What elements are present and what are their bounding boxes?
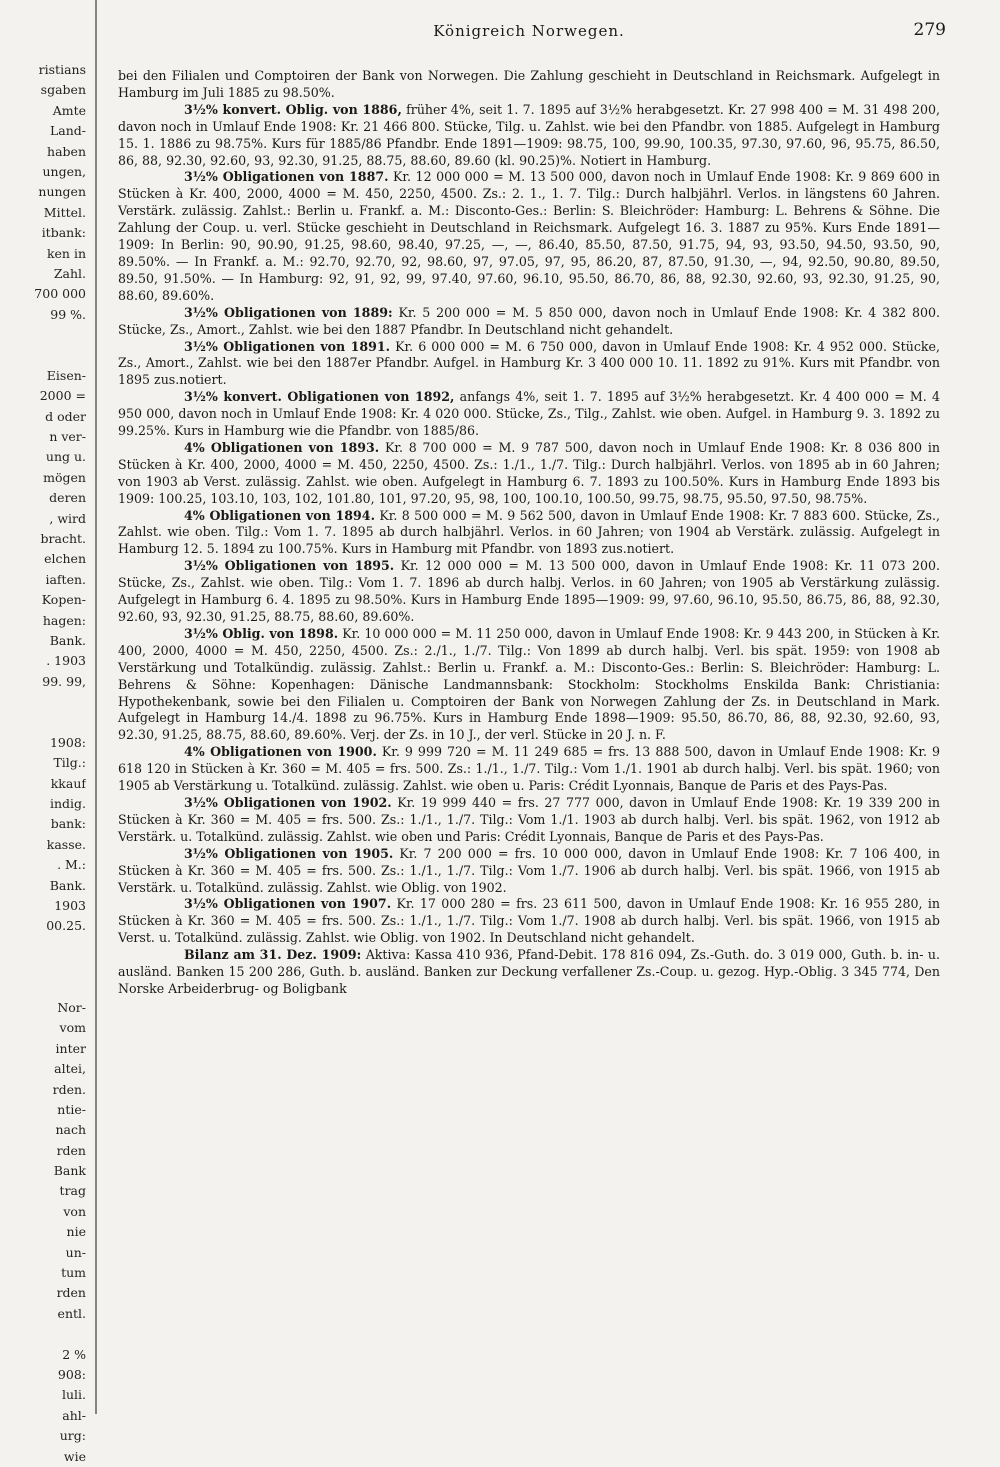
margin-fragment: Amte	[52, 102, 86, 118]
margin-fragment: ken in	[46, 245, 86, 261]
paragraph-heading: 3½% Obligationen von 1887.	[184, 169, 389, 185]
margin-fragment: . M.:	[57, 857, 86, 873]
margin-fragment: 908:	[57, 1367, 86, 1382]
margin-fragment: . 1903	[46, 653, 86, 669]
paragraph-heading: 3½% konvert. Obligationen von 1892,	[184, 389, 455, 405]
paragraph-text: Kr. 9 999 720 = M. 11 249 685 = frs. 13 888 500, davon in Umlauf Ende 1908: Kr. 9 618 120 in Stücken à Kr. 360 = M. 405 = frs. 500. Zs.: 1./1., 1./7. Tilg.: Vom 1./1. 1901 ab durch halbj. Verl. bis spät. 1960; von 1905 ab Verstärkung u. Totalkünd. zulässig. Zahlst. wie oben u. Paris: Crédit Lyonnais, Banque de Paris et des Pays-Pas.	[118, 744, 940, 794]
paragraph	[118, 339, 940, 390]
margin-fragment: nach	[55, 1122, 86, 1138]
margin-fragment	[0, 692, 86, 712]
paragraph-text: Kr. 10 000 000 = M. 11 250 000, davon in Umlauf Ende 1908: Kr. 9 443 200, in Stücken à Kr. 400, 2000, 4000 = M. 450, 2250, 4500. Zs.: 2./1., 1./7. Tilg.: Von 1899 ab durch halbj. Verl. bis spät. 1959: von 1908 ab Verstärkung und Totalkündig. zulässig. Zahlst.: Berlin u. Frankf. a. M.: Disconto-Ges.: Berlin: S. Bleichröder: Hamburg: L. Behrens & Söhne: Kopenhagen: Dänische Landmannsbank: Stockholm: Stockholms Enskilda Bank: Christiania: Hypothekenbank, sowie bei den Filialen u. Comptoiren der Bank von Norwegen Zahlung der Zs. in Deutschland in Mark. Aufgelegt in Hamburg 14./4. 1898 zu 96.75%. Kurs in Hamburg Ende 1898—1909: 95.50, 86.70, 86, 88, 92.30, 92.60, 93, 92.30, 91.25, 88.75, 88.60, 89.60%. Verj. der Zs. in 10 J., der verl. Stücke in 20 J. n. F.	[118, 625, 940, 743]
paragraph	[118, 744, 940, 795]
margin-fragment: 1908:	[49, 734, 86, 750]
margin-fragment: kasse.	[46, 836, 86, 852]
margin-fragment: mögen	[43, 469, 86, 485]
paragraph-heading: 4% Obligationen von 1900.	[184, 744, 377, 760]
margin-fragment: 2 %	[62, 1346, 86, 1362]
paragraph-text: Kr. 17 000 280 = frs. 23 611 500, davon in Umlauf Ende 1908: Kr. 16 955 280, in Stücken à Kr. 360 = M. 405 = frs. 500. Zs.: 1./1., 1./7. Tilg.: Vom 1./7. 1908 ab durch halbj. Verl. bis spät. 1966, von 1915 ab Verst. u. Totalkünd. zulässig. Zahlst. wie Oblig. von 1902. In Deutschland nicht gehandelt.	[118, 896, 940, 946]
margin-fragment: elchen	[44, 551, 86, 567]
margin-fragment: 00.25.	[46, 918, 86, 934]
margin-fragment	[0, 1324, 86, 1344]
margin-fragment	[0, 937, 86, 957]
margin-fragment: von	[63, 1203, 86, 1219]
paragraph	[118, 169, 940, 304]
paragraph-text: früher 4%, seit 1. 7. 1895 auf 3½% herabgesetzt. Kr. 27 998 400 = M. 31 498 200, davon noch in Umlauf Ende 1908: Kr. 21 466 800. Stücke, Tilg. u. Zahlst. wie bei den Pfandbr. von 1885. Aufgelegt in Hamburg 15. 1. 1886 zu 98.75%. Kurs für 1885/86 Pfandbr. Ende 1891—1909: 98.75, 100, 99.90, 100.35, 97.30, 97.60, 96, 95.75, 86.50, 86, 88, 92.30, 92.60, 93, 92.30, 91.25, 88.75, 88.60, 89.60 (kl. 90.25)%. Notiert in Hamburg.	[118, 101, 940, 168]
paragraph	[118, 508, 940, 559]
paragraph-heading: 3½% Obligationen von 1905.	[184, 845, 394, 861]
margin-fragment	[0, 345, 86, 365]
margin-fragment: Tilg.:	[53, 755, 86, 771]
main-text	[118, 68, 940, 998]
margin-fragment: kkauf	[50, 775, 86, 791]
margin-fragment	[0, 713, 86, 733]
paragraph-text: Kr. 12 000 000 = M. 13 500 000, davon in Umlauf Ende 1908: Kr. 11 073 200. Stücke, Zs., Zahlst. wie oben. Tilg.: Vom 1. 7. 1896 ab durch halbj. Verlos. in 60 Jahren; von 1905 ab Verstärkung zulässig. Aufgelegt in Hamburg 6. 4. 1895 zu 98.50%. Kurs in Hamburg Ende 1895—1909: 99, 97.60, 96.10, 95.50, 86.75, 86, 88, 92.30, 92.60, 93, 92.30, 91.25, 88.75, 88.60, 89.60%.	[118, 558, 940, 624]
page-number: 279	[913, 20, 946, 40]
paragraph-heading: 3½% Obligationen von 1895.	[184, 558, 395, 574]
margin-fragment: 99 %.	[50, 306, 86, 322]
margin-fragment: bracht.	[40, 530, 86, 546]
margin-fragment: rden	[56, 1142, 86, 1158]
margin-fragment	[0, 957, 86, 977]
margin-fragment: un-	[65, 1244, 86, 1260]
margin-fragment: indig.	[49, 796, 86, 812]
paragraph-text: Aktiva: Kassa 410 936, Pfand-Debit. 178 816 094, Zs.-Guth. do. 3 019 000, Guth. b. in- u. ausländ. Banken 15 200 286, Guth. b. ausländ. Banken zur Deckung verfallener Zs.-Coup. u. gezog. Hyp.-Oblig. 3 345 774, Den Norske Arbeiderbrug- og Boligbank	[118, 947, 940, 996]
margin-fragment: 700 000	[34, 286, 86, 302]
margin-fragment: 99. 99,	[42, 673, 86, 689]
margin-fragment: Land-	[49, 123, 86, 139]
margin-fragment: ung u.	[45, 449, 86, 465]
margin-fragment: tum	[61, 1265, 86, 1281]
paragraph-heading: Bilanz am 31. Dez. 1909:	[184, 947, 362, 963]
margin-fragment: trag	[59, 1183, 86, 1199]
margin-fragment: itbank:	[41, 225, 86, 241]
paragraph	[118, 626, 940, 744]
paragraph-heading: 4% Obligationen von 1894.	[184, 507, 375, 523]
margin-fragment: Bank.	[49, 632, 86, 648]
paragraph-text: Kr. 12 000 000 = M. 13 500 000, davon noch in Umlauf Ende 1908: Kr. 9 869 600 in Stücken à Kr. 400, 2000, 4000 = M. 450, 2250, 4500. Zs.: 2. 1., 1. 7. Tilg.: Durch halbjährl. Verlos. in längstens 60 Jahren. Verstärk. zulässig. Zahlst.: Berlin u. Frankf. a. M.: Disconto-Ges.: Berlin: S. Bleichröder: Hamburg: L. Behrens & Söhne. Die Zahlung der Coup. u. verl. Stücke geschieht in Deutschland in Reichsmark. Aufgelegt 16. 3. 1887 zu 95%. Kurs Ende 1891—1909: In Berlin: 90, 90.90, 91.25, 98.60, 98.40, 97.25, —, —, 86.40, 85.50, 87.50, 91.75, 94, 93, 93.50, 94.50, 93.50, 90, 89.50%. — In Frankf. a. M.: 92.70, 92.70, 92, 98.60, 97, 97.05, 97, 95, 86.20, 87, 87.50, 91.30, —, 94, 92.50, 90.80, 89.50, 89.50, 91.50%. — In Hamburg: 92, 91, 92, 99, 97.40, 97.60, 96.10, 95.50, 86.70, 86, 88, 92.30, 92.60, 93, 92.30, 91.25, 90, 88.60, 89.60%.	[118, 169, 940, 303]
paragraph-heading: 3½% Obligationen von 1902.	[184, 794, 392, 810]
paragraph-heading: 3½% Obligationen von 1907.	[184, 896, 392, 912]
paragraph-heading: 4% Obligationen von 1893.	[184, 439, 380, 455]
paragraph-text: Kr. 5 200 000 = M. 5 850 000, davon noch in Umlauf Ende 1908: Kr. 4 382 800. Stücke, Zs., Amort., Zahlst. wie bei den 1887 Pfandbr. In Deutschland nicht gehandelt.	[118, 304, 940, 337]
margin-fragment: , wird	[49, 510, 86, 526]
paragraph	[118, 305, 940, 339]
paragraph	[118, 440, 940, 508]
margin-fragment: rden.	[52, 1081, 86, 1097]
paragraph	[118, 896, 940, 947]
margin-fragment: luli.	[61, 1387, 86, 1403]
margin-fragment: wie	[63, 1448, 86, 1464]
page-header	[118, 20, 946, 44]
margin-fragment: altei,	[54, 1061, 86, 1077]
paragraph-text: Kr. 6 000 000 = M. 6 750 000, davon in Umlauf Ende 1908: Kr. 4 952 000. Stücke, Zs., Amort., Zahlst. wie bei den 1887er Pfandbr. Aufgel. in Hamburg Kr. 3 400 000 10. 11. 1892 zu 91%. Kurs mit Pfandbr. von 1895 zus.notiert.	[118, 338, 940, 388]
margin-fragment: ntie-	[57, 1101, 86, 1117]
margin-fragment: nie	[66, 1224, 86, 1240]
paragraph	[118, 947, 940, 998]
margin-fragment: 1903	[54, 898, 86, 914]
paragraph-heading: 3½% Obligationen von 1891.	[184, 338, 391, 354]
paragraph-text: Kr. 8 500 000 = M. 9 562 500, davon in Umlauf Ende 1908: Kr. 7 883 600. Stücke, Zs., Zahlst. wie oben. Tilg.: Vom 1. 7. 1895 ab durch halbjährl. Verlos. in 60 Jahren; von 1904 ab Verstärk. zulässig. Aufgelegt in Hamburg 12. 5. 1894 zu 100.75%. Kurs in Hamburg mit Pfandbr. von 1893 zus.notiert.	[118, 507, 940, 557]
margin-fragment: urg:	[59, 1428, 86, 1444]
margin-fragment: nungen	[38, 184, 86, 200]
margin-fragment: ahl-	[62, 1407, 86, 1423]
margin-fragment: sgaben	[40, 82, 86, 98]
running-title: Königreich Norwegen.	[433, 22, 625, 40]
margin-fragment: Bank.	[49, 877, 86, 893]
margin-fragment: deren	[49, 490, 86, 506]
margin-fragment: ristians	[38, 62, 86, 77]
margin-fragment: Mittel.	[43, 204, 86, 220]
paragraph	[118, 102, 940, 170]
paragraph-text: Kr. 7 200 000 = frs. 10 000 000, davon in Umlauf Ende 1908: Kr. 7 106 400, in Stücken à Kr. 360 = M. 405 = frs. 500. Zs.: 1./1., 1./7. Tilg.: Vom 1./7. 1906 ab durch halbj. Verl. bis spät. 1966, von 1915 ab Verstärk. u. Totalkünd. zulässig. Zahlst. wie Oblig. von 1902.	[118, 845, 940, 895]
paragraph-heading: 3½% konvert. Oblig. von 1886,	[184, 101, 402, 117]
margin-fragment: ungen,	[42, 163, 86, 179]
margin-fragment: Bank	[53, 1163, 86, 1179]
margin-fragment: rden	[56, 1285, 86, 1301]
margin-fragment: d oder	[45, 408, 86, 424]
margin-fragment: 2000 =	[39, 388, 86, 404]
margin-fragment: entl.	[57, 1305, 86, 1321]
paragraph-text: bei den Filialen und Comptoiren der Bank von Norwegen. Die Zahlung geschieht in Deutschland in Reichsmark. Aufgelegt in Hamburg im Juli 1885 zu 98.50%.	[118, 68, 940, 100]
paragraph	[118, 795, 940, 846]
margin-fragment: iaften.	[45, 571, 86, 587]
paragraph-text: Kr. 8 700 000 = M. 9 787 500, davon noch in Umlauf Ende 1908: Kr. 8 036 800 in Stücken à Kr. 400, 2000, 4000 = M. 450, 2250, 4500. Zs.: 1./1., 1./7. Tilg.: Durch halbjährl. Verlos. von 1895 ab in 60 Jahren; von 1903 ab Verst. zulässig. Zahlst. wie oben. Aufgelegt in Hamburg 6. 7. 1893 zu 100.50%. Kurs in Hamburg Ende 1893 bis 1909: 100.25, 103.10, 103, 102, 101.80, 101, 97.20, 95, 98, 100, 100.10, 100.50, 99.75, 98.75, 95.50, 97.50, 98.75%.	[118, 439, 940, 506]
gutter-line	[95, 0, 97, 1414]
paragraph-text: Kr. 19 999 440 = frs. 27 777 000, davon in Umlauf Ende 1908: Kr. 19 339 200 in Stücken à Kr. 360 = M. 405 = frs. 500. Zs.: 1./1., 1./7. Tilg.: Vom 1./1. 1903 ab durch halbj. Verl. bis spät. 1962, von 1912 ab Verstärk. u. Totalkünd. zulässig. Zahlst. wie oben und Paris: Crédit Lyonnais, Banque de Paris et des Pays-Pas.	[118, 794, 940, 844]
margin-fragment: Kopen-	[41, 592, 86, 608]
paragraph	[118, 389, 940, 440]
paragraph	[118, 846, 940, 897]
paragraph-heading: 3½% Oblig. von 1898.	[184, 625, 339, 641]
margin-fragment: hagen:	[42, 612, 86, 628]
margin-fragment	[0, 325, 86, 345]
paragraph-heading: 3½% Obligationen von 1889:	[184, 304, 393, 320]
margin-fragment: haben	[47, 143, 86, 159]
margin-fragment: Nor-	[57, 999, 86, 1015]
left-margin-fragments	[0, 60, 86, 1467]
margin-fragment: Eisen-	[46, 367, 86, 383]
margin-fragment: inter	[55, 1040, 86, 1056]
margin-fragment: vom	[59, 1020, 86, 1036]
margin-fragment: bank:	[50, 816, 86, 832]
paragraph-text: anfangs 4%, seit 1. 7. 1895 auf 3½% herabgesetzt. Kr. 4 400 000 = M. 4 950 000, davon noch in Umlauf Ende 1908: Kr. 4 020 000. Stücke, Zs., Tilg., Zahlst. wie oben. Aufgel. in Hamburg 9. 3. 1892 zu 99.25%. Kurs in Hamburg wie die Pfandbr. von 1885/86.	[118, 389, 940, 439]
margin-fragment	[0, 978, 86, 998]
paragraph	[118, 68, 940, 102]
margin-fragment: Zahl.	[53, 265, 86, 281]
paragraph	[118, 558, 940, 626]
margin-fragment: n ver-	[49, 429, 86, 445]
